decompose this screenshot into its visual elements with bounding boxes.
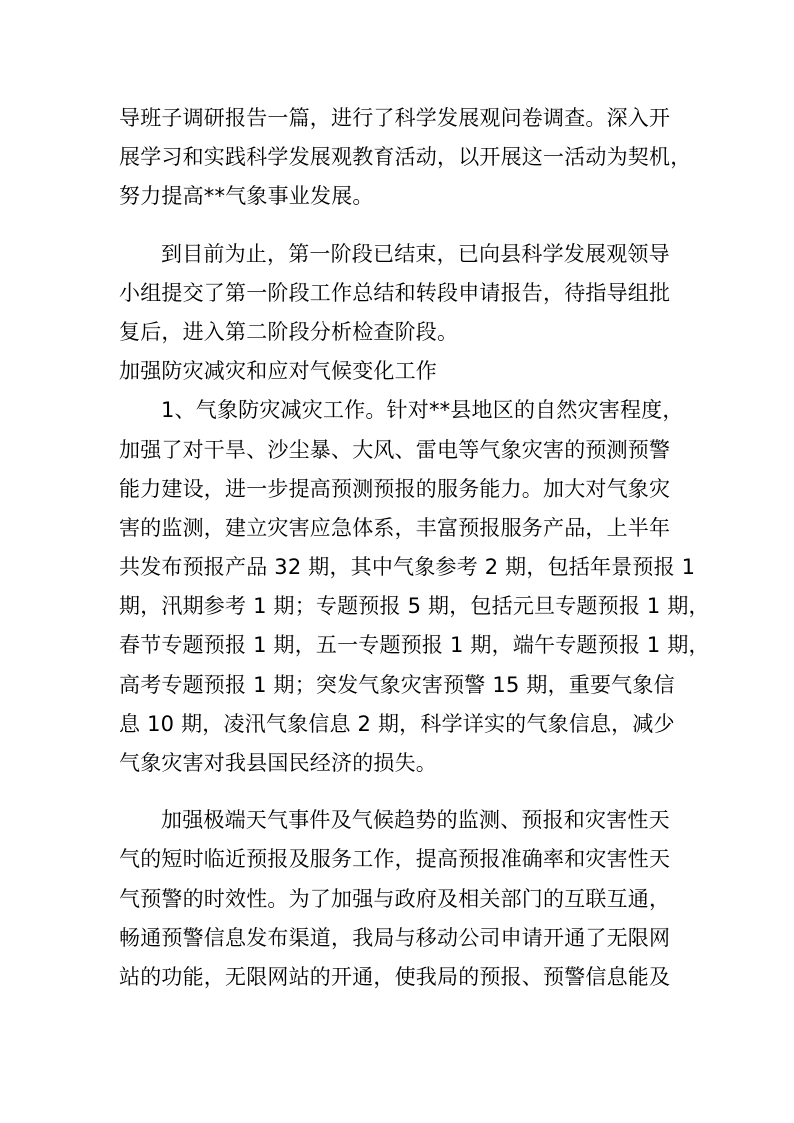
body-text [119,99,710,997]
paragraph-gap [119,783,679,801]
paragraph-first-line: 1、气象防灾减灾工作。针对**县地区的自然灾害程度， [161,398,684,423]
text-line: 站的功能，无限网站的开通，使我局的预报、预警信息能及 [119,964,671,989]
text-line: 畅通预警信息发布渠道，我局与移动公司申请开通了无限网 [119,925,671,950]
text-line: 共发布预报产品 32 期，其中气象参考 2 期，包括年景预报 1 [119,555,696,580]
text-line: 努力提高**气象事业发展。 [119,184,374,209]
text-line: 息 10 期，凌汛气象信息 2 期，科学详实的气象信息，减少 [119,711,675,736]
text-line: 气象灾害对我县国民经济的损失。 [119,751,437,775]
paragraph-first-line: 加强极端天气事件及气候趋势的监测、预报和灾害性天 [161,808,670,833]
text-line: 复后，进入第二阶段分析检查阶段。 [119,319,459,344]
text-line: 能力建设，进一步提高预测预报的服务能力。加大对气象灾 [119,476,671,501]
section-heading: 加强防灾减灾和应对气候变化工作 [119,359,437,384]
paragraph-gap [119,217,679,235]
text-line: 加强了对干旱、沙尘暴、大风、雷电等气象灾害的预测预警 [119,437,671,462]
text-line: 气预警的时效性。为了加强与政府及相关部门的互联互通， [119,886,671,911]
text-line: 害的监测，建立灾害应急体系，丰富预报服务产品，上半年 [119,515,671,540]
text-line: 期，汛期参考 1 期；专题预报 5 期，包括元旦专题预报 1 期， [119,594,710,619]
text-line: 气的短时临近预报及服务工作，提高预报准确率和灾害性天 [119,847,671,872]
text-line: 导班子调研报告一篇，进行了科学发展观问卷调查。深入开 [119,106,671,130]
text-line: 小组提交了第一阶段工作总结和转段申请报告，待指导组批 [119,280,671,305]
text-line: 展学习和实践科学发展观教育活动，以开展这一活动为契机， [119,145,692,170]
paragraph-first-line: 到目前为止，第一阶段已结束，已向县科学发展观领导 [161,241,670,266]
text-line: 高考专题预报 1 期；突发气象灾害预警 15 期，重要气象信 [119,672,675,697]
text-line: 春节专题预报 1 期，五一专题预报 1 期，端午专题预报 1 期， [119,633,710,658]
